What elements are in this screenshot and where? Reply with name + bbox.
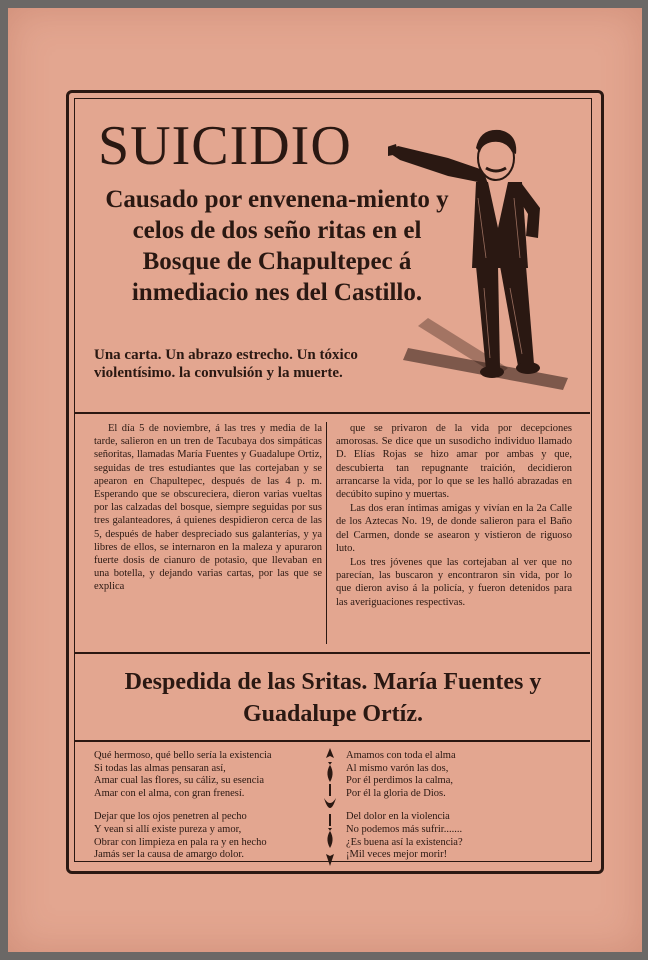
vertical-ornament (320, 748, 340, 866)
verse-column-left (94, 750, 314, 862)
verse-stanza (94, 811, 314, 861)
divider-verse (74, 740, 590, 742)
article-column-left (94, 422, 322, 594)
article-paragraph: Las dos eran íntimas amigas y vivían en la 2a Calle de los Aztecas No. 19, de donde salieron para el Baño del Carmen, donde se asearon y vistieron de riguoso luto. (336, 503, 572, 554)
article-paragraph: Los tres jóvenes que las cortejaban al ver que no parecían, las buscaron y encontraron sin vida, por lo que dieron aviso á la policía, y fueron detenidos para las averiguaciones respectivas. (336, 557, 572, 608)
divider-mid (74, 652, 590, 654)
verse-line: Si todas las almas pensaran así, (94, 762, 226, 774)
verse-line: Por él perdimos la calma, (346, 775, 454, 787)
column-rule (326, 422, 327, 644)
verse-line: Amamos con toda el alma (346, 750, 456, 761)
article-column-right (336, 422, 572, 609)
verse-line: Obrar con limpieza en pala ra y en hecho (94, 836, 267, 848)
verse-line: Jamás ser la causa de amargo dolor. (94, 849, 244, 861)
verse-line: No podemos más sufrir....... (346, 823, 463, 835)
verse-line: Qué hermoso, qué bello sería la existencia (94, 750, 272, 761)
pointing-man-illustration (388, 118, 588, 408)
article-paragraph: El día 5 de noviembre, á las tres y media de la tarde, salieron en un tren de Tacubaya dos simpáticas señoritas, llamadas María Fuentes y Guadalupe Ortiz, seguidas de tres estudiantes que las cortejaban y se apearon en Chapultepec, después de las 4 p. m. Esperando que se obscureciera, dieron varias vueltas por las calzadas del bosque, siempre seguidas por sus tres galanteadores, á quienes despidieron cerca de las 5, después de haber despreciado sus galanterías, y ya libres de ellos, se internaron en la maleza y apuraron fuerte dosis de cianuro de potasio, que llevaban en una botella, y dejando varias cartas, por las que se explica (94, 423, 322, 593)
verse-line: Por él la gloria de Dios. (346, 787, 446, 799)
summary-line: Una carta. Un abrazo estrecho. Un tóxico violentísimo. la convulsión y la muerte. (94, 347, 358, 381)
farewell-title: Despedida de las Sritas. María Fuentes y Guadalupe Ortíz. (124, 669, 542, 727)
verse-stanza (94, 750, 314, 800)
divider-top (74, 412, 590, 414)
verse-stanza (346, 811, 586, 861)
broadside-sheet (8, 8, 642, 952)
verse-line: Al mismo varón las dos, (346, 762, 449, 774)
verse-line: Y vean si allí existe pureza y amor, (94, 823, 242, 835)
verse-line: Del dolor en la violencia (346, 811, 450, 823)
headline-title: SUICIDIO (98, 115, 352, 177)
verse-line: Amar con el alma, con gran frenesí. (94, 787, 245, 799)
verse-line: Amar cual las flores, su cáliz, su esencia (94, 775, 264, 787)
verse-column-right (346, 750, 586, 862)
article-paragraph: que se privaron de la vida por decepciones amorosas. Se dice que un susodicho individuo llamado D. Elías Rojas se hizo amar por ambas y que, descubierta tan repugnante traición, decidieron arrancarse la vida, por lo que se les halló abrazadas en decúbito supino y muertas. (336, 423, 572, 501)
verse-stanza (346, 750, 586, 800)
verse-line: Dejar que los ojos penetren al pecho (94, 811, 247, 823)
verse-line: ¿Es buena así la existencia? (346, 836, 463, 848)
verse-line: ¡Mil veces mejor morir! (346, 849, 448, 861)
subtitle: Causado por envenena-miento y celos de dos seño ritas en el Bosque de Chapultepec á inmediacio nes del Castillo. (105, 186, 449, 306)
